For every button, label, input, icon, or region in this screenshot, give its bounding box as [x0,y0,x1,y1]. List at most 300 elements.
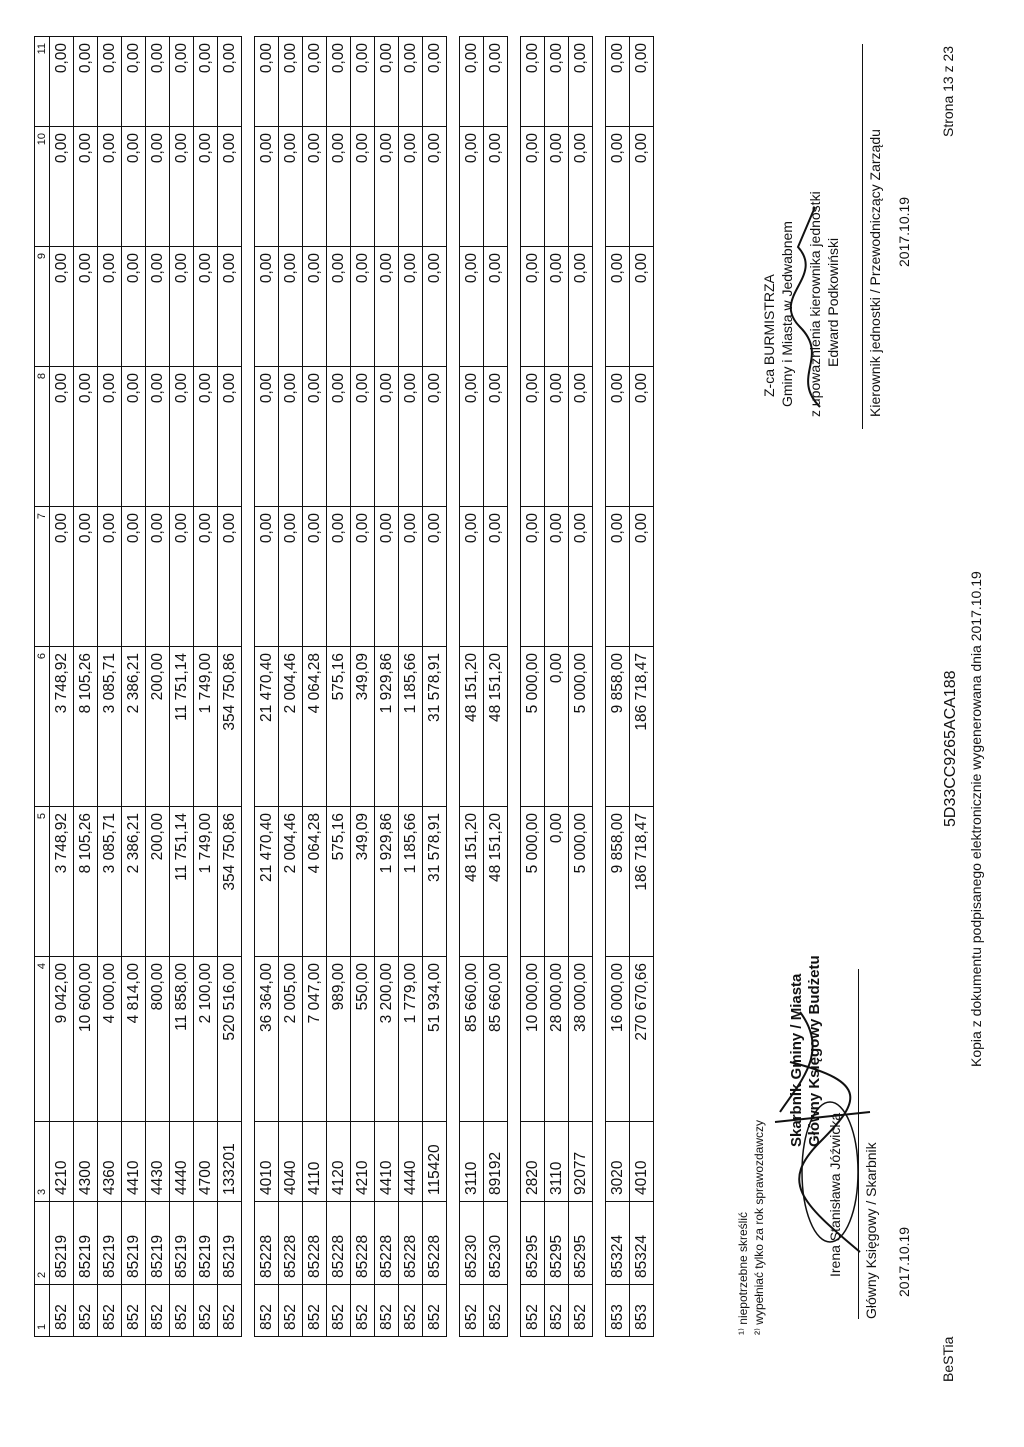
table-cell: 0,00 [98,247,122,367]
table-cell: 4210 [351,1122,375,1202]
table-cell: 85295 [545,1202,569,1285]
table-cell: 85228 [351,1202,375,1285]
table-cell: 0,00 [630,247,654,367]
table-cell: 0,00 [327,367,351,507]
table-cell: 3110 [460,1122,484,1202]
table-cell: 0,00 [218,507,242,647]
table-cell: 0,00 [170,507,194,647]
table-cell: 85295 [569,1202,593,1285]
table-cell: 4120 [327,1122,351,1202]
table-cell: 0,00 [423,367,447,507]
table-cell: 0,00 [484,247,508,367]
table-cell: 4 814,00 [122,957,146,1122]
table-cell: 852 [74,1285,98,1337]
table-cell: 3 748,92 [50,807,74,957]
table-cell: 0,00 [399,127,423,247]
table-cell: 85324 [630,1202,654,1285]
table-cell: 0,00 [146,367,170,507]
table-cell: 0,00 [74,127,98,247]
table-cell: 0,00 [303,247,327,367]
table-cell: 853 [606,1285,630,1337]
document-hash: 5D33CC9265ACA188 [942,670,959,827]
table-cell: 0,00 [569,507,593,647]
table-cell: 0,00 [74,37,98,127]
table-row [327,37,351,1337]
table-cell: 0,00 [460,367,484,507]
table-cell: 1 929,86 [375,647,399,807]
table-row [630,37,654,1337]
table-cell: 0,00 [50,37,74,127]
table-cell: 0,00 [460,247,484,367]
table-cell: 1 185,66 [399,807,423,957]
table-cell: 0,00 [606,507,630,647]
table-cell: 0,00 [122,507,146,647]
table-cell: 0,00 [218,37,242,127]
table-row [194,37,218,1337]
table-cell: 200,00 [146,807,170,957]
table-cell: 8 105,26 [74,807,98,957]
group-separator [593,37,606,1337]
table-cell: 0,00 [484,127,508,247]
table-cell: 48 151,20 [460,647,484,807]
table-cell: 0,00 [399,37,423,127]
table-cell: 0,00 [303,367,327,507]
table-cell: 4430 [146,1122,170,1202]
right-stamp-line3: z upoważnienia kierownika jednostki [807,191,823,417]
table-cell: 0,00 [194,247,218,367]
table-cell: 852 [351,1285,375,1337]
table-cell: 852 [303,1285,327,1337]
table-cell: 133201 [218,1122,242,1202]
table-cell: 0,00 [279,37,303,127]
table-cell: 4700 [194,1122,218,1202]
table-cell: 852 [170,1285,194,1337]
table-cell: 4110 [303,1122,327,1202]
table-row [74,37,98,1337]
right-signature-line [862,44,863,429]
table-cell: 0,00 [50,507,74,647]
table-cell: 0,00 [521,367,545,507]
table-cell: 0,00 [327,247,351,367]
table-cell: 85 660,00 [460,957,484,1122]
table-cell: 85219 [146,1202,170,1285]
table-cell: 349,09 [351,647,375,807]
table-row [460,37,484,1337]
table-cell: 0,00 [170,247,194,367]
table-cell: 852 [484,1285,508,1337]
table-cell: 0,00 [255,37,279,127]
table-cell: 31 578,91 [423,647,447,807]
table-cell: 0,00 [279,507,303,647]
table-cell: 4440 [399,1122,423,1202]
table-cell: 354 750,86 [218,647,242,807]
table-cell: 0,00 [460,507,484,647]
table-cell: 0,00 [351,367,375,507]
table-cell: 852 [279,1285,303,1337]
table-cell: 10 600,00 [74,957,98,1122]
table-cell: 2 004,46 [279,807,303,957]
table-cell: 852 [50,1285,74,1337]
table-cell: 2 005,00 [279,957,303,1122]
table-cell: 0,00 [50,247,74,367]
table-cell: 85219 [194,1202,218,1285]
table-cell: 0,00 [50,127,74,247]
table-cell: 0,00 [122,247,146,367]
table-cell: 0,00 [279,127,303,247]
table-cell: 852 [521,1285,545,1337]
table-cell: 0,00 [255,127,279,247]
table-cell: 4010 [255,1122,279,1202]
table-cell: 349,09 [351,807,375,957]
table-row [545,37,569,1337]
table-cell: 186 718,47 [630,647,654,807]
table-row [255,37,279,1337]
table-cell: 85228 [303,1202,327,1285]
table-cell: 0,00 [255,367,279,507]
table-cell: 51 934,00 [423,957,447,1122]
table-cell: 4 000,00 [98,957,122,1122]
table-cell: 270 670,66 [630,957,654,1122]
page-number: Strona 13 z 23 [940,45,956,137]
table-cell: 0,00 [375,507,399,647]
expenditure-table [34,36,654,1337]
table-cell: 0,00 [194,507,218,647]
table-cell: 0,00 [303,37,327,127]
table-cell: 85228 [255,1202,279,1285]
table-cell: 0,00 [399,247,423,367]
table-cell: 0,00 [460,37,484,127]
table-cell: 0,00 [194,367,218,507]
table-cell: 852 [255,1285,279,1337]
right-signature-date: 2017.10.19 [896,196,912,267]
table-row [279,37,303,1337]
table-cell: 0,00 [218,127,242,247]
table-cell: 0,00 [521,507,545,647]
table-cell: 48 151,20 [484,647,508,807]
table-cell: 38 000,00 [569,957,593,1122]
table-row [423,37,447,1337]
table-cell: 4 064,28 [303,647,327,807]
column-number: 1 [35,1285,50,1337]
column-number: 8 [35,367,50,507]
table-cell: 1 749,00 [194,647,218,807]
table-cell: 2 004,46 [279,647,303,807]
table-cell: 5 000,00 [521,647,545,807]
table-cell: 0,00 [98,127,122,247]
table-cell: 0,00 [122,367,146,507]
table-cell: 0,00 [423,37,447,127]
table-cell: 89192 [484,1122,508,1202]
table-cell: 48 151,20 [460,807,484,957]
electronic-copy-note: Kopia z dokumentu podpisanego elektronicznie wygenerowana dnia 2017.10.19 [968,571,984,1067]
table-cell: 0,00 [74,507,98,647]
right-signer-role: Kierownik jednostki / Przewodniczący Zarządu [867,129,883,417]
table-cell: 85230 [460,1202,484,1285]
table-cell: 0,00 [375,247,399,367]
table-cell: 0,00 [399,507,423,647]
column-number: 3 [35,1122,50,1202]
table-cell: 85219 [122,1202,146,1285]
table-cell: 0,00 [375,367,399,507]
table-cell: 0,00 [569,367,593,507]
table-cell: 0,00 [194,127,218,247]
table-cell: 0,00 [194,37,218,127]
table-cell: 48 151,20 [484,807,508,957]
table-cell: 0,00 [122,37,146,127]
table-cell: 852 [218,1285,242,1337]
table-cell: 5 000,00 [569,647,593,807]
table-cell: 0,00 [303,127,327,247]
table-cell: 4360 [98,1122,122,1202]
table-cell: 11 751,14 [170,647,194,807]
table-cell: 115420 [423,1122,447,1202]
right-stamp-line2: Gminy i Miasta w Jedwabnem [779,221,795,407]
table-cell: 0,00 [170,37,194,127]
table-cell: 85219 [218,1202,242,1285]
left-signer-role: Główny Księgowy / Skarbnik [863,1142,879,1319]
table-cell: 85230 [484,1202,508,1285]
table-cell: 0,00 [218,367,242,507]
table-cell: 575,16 [327,647,351,807]
table-row [50,37,74,1337]
table-cell: 0,00 [545,127,569,247]
table-cell: 0,00 [375,127,399,247]
table-cell: 0,00 [327,127,351,247]
table-cell: 0,00 [569,247,593,367]
table-row [218,37,242,1337]
table-cell: 1 749,00 [194,807,218,957]
table-cell: 85219 [170,1202,194,1285]
table-cell: 354 750,86 [218,807,242,957]
column-number: 11 [35,37,50,127]
table-cell: 852 [569,1285,593,1337]
table-cell: 85228 [279,1202,303,1285]
table-cell: 852 [327,1285,351,1337]
table-cell: 852 [545,1285,569,1337]
table-cell: 3110 [545,1122,569,1202]
table-cell: 0,00 [606,367,630,507]
right-signer-name: Edward Podkowiński [825,237,841,367]
table-cell: 852 [98,1285,122,1337]
table-cell: 0,00 [630,127,654,247]
table-cell: 3020 [606,1122,630,1202]
column-number: 2 [35,1202,50,1285]
table-cell: 0,00 [255,507,279,647]
table-cell: 10 000,00 [521,957,545,1122]
table-cell: 85228 [399,1202,423,1285]
table-cell: 21 470,40 [255,807,279,957]
table-cell: 2820 [521,1122,545,1202]
table-cell: 4300 [74,1122,98,1202]
table-cell: 550,00 [351,957,375,1122]
table-cell: 0,00 [569,127,593,247]
table-cell: 31 578,91 [423,807,447,957]
table-cell: 0,00 [327,37,351,127]
table-cell: 0,00 [218,247,242,367]
table-cell: 85228 [327,1202,351,1285]
table-cell: 3 085,71 [98,807,122,957]
table-cell: 0,00 [545,367,569,507]
table-cell: 85219 [74,1202,98,1285]
table-cell: 0,00 [74,367,98,507]
table-cell: 0,00 [545,807,569,957]
table-cell: 11 751,14 [170,807,194,957]
left-stamp-line1: Skarbnik Gminy / Miasta [788,973,805,1147]
column-number: 7 [35,507,50,647]
table-cell: 1 185,66 [399,647,423,807]
table-row [98,37,122,1337]
group-separator [242,37,255,1337]
table-cell: 4440 [170,1122,194,1202]
table-cell: 85 660,00 [484,957,508,1122]
table-row [122,37,146,1337]
table-row [521,37,545,1337]
table-cell: 0,00 [351,507,375,647]
table-row [569,37,593,1337]
right-stamp-line1: Z-ca BURMISTRZA [761,274,777,397]
table-cell: 4210 [50,1122,74,1202]
table-cell: 3 085,71 [98,647,122,807]
group-separator [447,37,460,1337]
table-cell: 0,00 [74,247,98,367]
table-row [303,37,327,1337]
table-cell: 852 [460,1285,484,1337]
table-cell: 0,00 [122,127,146,247]
table-cell: 0,00 [521,37,545,127]
table-cell: 0,00 [484,37,508,127]
column-number-row [35,37,50,1337]
table-cell: 1 929,86 [375,807,399,957]
table-cell: 3 200,00 [375,957,399,1122]
table-cell: 85324 [606,1202,630,1285]
table-cell: 85228 [375,1202,399,1285]
table-cell: 852 [423,1285,447,1337]
table-cell: 9 858,00 [606,807,630,957]
footnote-2: ²⁾ wypełniać tylko za rok sprawozdawczy [752,1119,766,1335]
table-cell: 0,00 [170,367,194,507]
table-cell: 4410 [375,1122,399,1202]
column-number: 5 [35,807,50,957]
left-stamp-line2: Główny Księgowy Budżetu [806,955,823,1147]
table-cell: 92077 [569,1122,593,1202]
table-cell: 0,00 [423,247,447,367]
table-cell: 85219 [50,1202,74,1285]
table-cell: 0,00 [630,507,654,647]
table-cell: 852 [375,1285,399,1337]
table-cell: 9 858,00 [606,647,630,807]
table-cell: 0,00 [545,647,569,807]
table-cell: 0,00 [399,367,423,507]
table-cell: 0,00 [303,507,327,647]
software-label: BeSTia [940,1336,956,1382]
table-cell: 0,00 [146,507,170,647]
table-cell: 0,00 [351,37,375,127]
table-row [606,37,630,1337]
table-cell: 0,00 [351,247,375,367]
table-cell: 28 000,00 [545,957,569,1122]
table-cell: 0,00 [423,507,447,647]
table-cell: 0,00 [484,507,508,647]
table-cell: 0,00 [279,247,303,367]
table-cell: 852 [146,1285,170,1337]
table-row [170,37,194,1337]
table-cell: 0,00 [255,247,279,367]
column-number: 10 [35,127,50,247]
table-cell: 85295 [521,1202,545,1285]
column-number: 4 [35,957,50,1122]
group-separator [508,37,521,1337]
table-cell: 0,00 [569,37,593,127]
table-cell: 0,00 [423,127,447,247]
table-cell: 852 [194,1285,218,1337]
table-cell: 0,00 [146,247,170,367]
left-signature-line [858,969,859,1319]
table-cell: 0,00 [98,507,122,647]
table-row [146,37,170,1337]
table-cell: 1 779,00 [399,957,423,1122]
table-cell: 0,00 [146,127,170,247]
table-cell: 21 470,40 [255,647,279,807]
table-cell: 7 047,00 [303,957,327,1122]
table-row [484,37,508,1337]
table-cell: 0,00 [484,367,508,507]
table-cell: 0,00 [50,367,74,507]
table-cell: 0,00 [170,127,194,247]
table-cell: 200,00 [146,647,170,807]
table-cell: 186 718,47 [630,807,654,957]
table-cell: 2 100,00 [194,957,218,1122]
table-cell: 0,00 [545,247,569,367]
table-cell: 0,00 [521,247,545,367]
table-cell: 800,00 [146,957,170,1122]
table-cell: 5 000,00 [569,807,593,957]
table-cell: 0,00 [606,247,630,367]
table-cell: 0,00 [545,37,569,127]
table-row [399,37,423,1337]
table-cell: 5 000,00 [521,807,545,957]
table-cell: 0,00 [606,127,630,247]
table-cell: 0,00 [521,127,545,247]
table-cell: 989,00 [327,957,351,1122]
table-cell: 0,00 [146,37,170,127]
table-cell: 0,00 [98,367,122,507]
left-signature-date: 2017.10.19 [896,1226,912,1297]
table-cell: 520 516,00 [218,957,242,1122]
table-cell: 0,00 [351,127,375,247]
table-cell: 0,00 [98,37,122,127]
column-number: 9 [35,247,50,367]
table-cell: 36 364,00 [255,957,279,1122]
left-signer-name: Irena Stanisława Jóźwicka [827,1112,843,1277]
table-cell: 0,00 [460,127,484,247]
column-number: 6 [35,647,50,807]
footnote-1: ¹⁾ niepotrzebne skreślić [736,1212,750,1335]
table-cell: 4040 [279,1122,303,1202]
table-cell: 0,00 [375,37,399,127]
table-cell: 0,00 [327,507,351,647]
table-row [351,37,375,1337]
table-cell: 0,00 [630,367,654,507]
table-cell: 11 858,00 [170,957,194,1122]
table-row [375,37,399,1337]
table-cell: 0,00 [279,367,303,507]
table-cell: 0,00 [630,37,654,127]
table-cell: 3 748,92 [50,647,74,807]
table-cell: 85228 [423,1202,447,1285]
table-cell: 16 000,00 [606,957,630,1122]
table-cell: 0,00 [545,507,569,647]
table-cell: 0,00 [606,37,630,127]
